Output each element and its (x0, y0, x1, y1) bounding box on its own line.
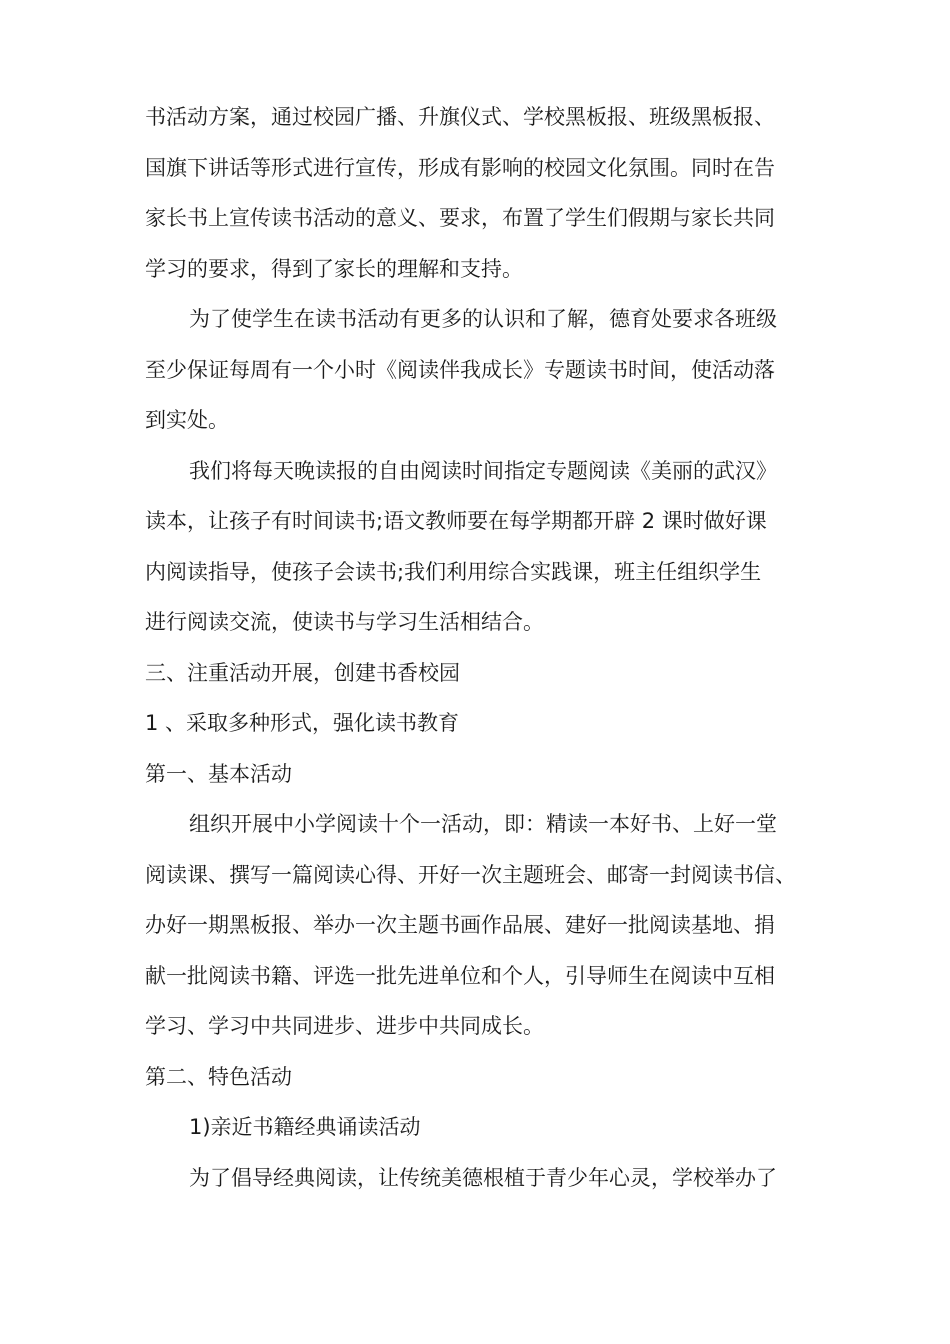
text-line: 组织开展中小学阅读十个一活动，即：精读一本好书、上好一堂 (189, 812, 777, 836)
text-line: 到实处。 (145, 408, 229, 432)
text-line: 为了使学生在读书活动有更多的认识和了解，德育处要求各班级 (189, 307, 777, 331)
text-line: 三、注重活动开展，创建书香校园 (145, 660, 460, 685)
document-body (145, 92, 825, 1203)
text-line: 我们将每天晚读报的自由阅读时间指定专题阅读《美丽的武汉》 (189, 458, 777, 483)
text-line: 书活动方案，通过校园广播、升旗仪式、学校黑板报、班级黑板报、 (145, 105, 775, 129)
text-line: 1)亲近书籍经典诵读活动 (189, 1115, 421, 1139)
text-line: 学习的要求，得到了家长的理解和支持。 (145, 256, 523, 281)
text-line: 进行阅读交流，使读书与学习生活相结合。 (145, 610, 544, 634)
text-line: 阅读课、撰写一篇阅读心得、开好一次主题班会、邮寄一封阅读书信、 (145, 862, 796, 887)
text-line: 为了倡导经典阅读，让传统美德根植于青少年心灵，学校举办了 (189, 1165, 777, 1190)
text-line: 献一批阅读书籍、评选一批先进单位和个人，引导师生在阅读中互相 (145, 963, 775, 988)
text-line: 家长书上宣传读书活动的意义、要求，布置了学生们假期与家长共同 (145, 206, 775, 230)
text-line: 第二、特色活动 (145, 1064, 292, 1089)
text-line: 内阅读指导，使孩子会读书;我们利用综合实践课，班主任组织学生 (145, 559, 762, 584)
text-line: 至少保证每周有一个小时《阅读伴我成长》专题读书时间，使活动落 (145, 357, 775, 382)
text-line: 1 、采取多种形式，强化读书教育 (145, 711, 460, 735)
text-line: 国旗下讲话等形式进行宣传，形成有影响的校园文化氛围。同时在告 (145, 155, 775, 180)
text-line: 第一、基本活动 (145, 761, 292, 786)
text-line: 办好一期黑板报、举办一次主题书画作品展、建好一批阅读基地、捐 (145, 913, 775, 937)
text-line: 读本，让孩子有时间读书;语文教师要在每学期都开辟 2 课时做好课 (145, 509, 767, 533)
text-line: 学习、学习中共同进步、进步中共同成长。 (145, 1014, 544, 1038)
